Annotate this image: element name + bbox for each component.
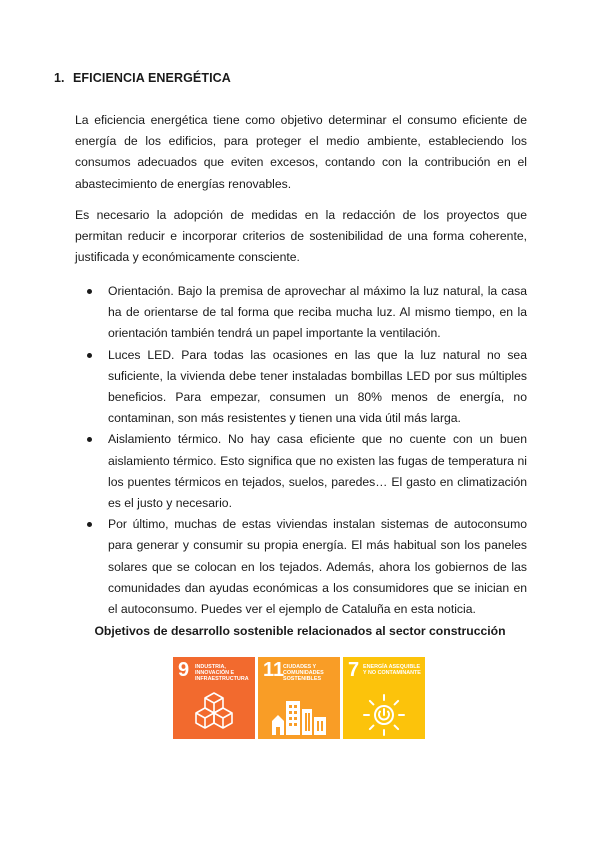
sdg-title: [195, 664, 249, 683]
sdg-caption: Objetivos de desarrollo sostenible relacionados al sector construcción: [94, 624, 506, 638]
list-item: [75, 281, 527, 345]
sdg-title-line: ENERGÍA ASEQUIBLE: [363, 664, 421, 670]
sdg-title-line: COMUNIDADES: [283, 670, 324, 677]
bullet-icon: [87, 353, 92, 358]
bullet-icon: [87, 289, 92, 294]
list-item-text: Luces LED. Para todas las ocasiones en las que la luz natural no sea suficiente, la vivienda debe tener instaladas bombillas LED por sus múltiples beneficios. Para empezar, consumen un 80% menos de energía, no contaminan, son más resistentes y tienen una vida útil más larga.: [108, 347, 527, 426]
sdg-number: 9: [178, 659, 190, 681]
sdg-title-line: SOSTENIBLES: [283, 676, 322, 683]
measures-paragraph: Es necesario la adopción de medidas en la redacción de los proyectos que permitan reducir e incorporar criterios de sostenibilidad de una forma coherente, justificada y económicamente consciente.: [75, 208, 527, 265]
list-item-text: Por último, muchas de estas viviendas instalan sistemas de autoconsumo para generar y consumir su propia energía. El más habitual son los paneles solares que se colocan en los tejados. Además, ahora los gobiernos de las comunidades dan ayudas económicas a los consumidores que se inician en el autoconsumo. Puedes ver el ejemplo de Cataluña en esta noticia.: [108, 517, 527, 617]
section-heading: [54, 71, 231, 85]
sdg-7-tile: [343, 657, 425, 739]
sdg-number: 11: [263, 659, 285, 681]
list-item-text: Orientación. Bajo la premisa de aprovechar al máximo la luz natural, la casa ha de orientarse de tal forma que reciba mucha luz. Al mismo tiempo, en la orientación también tendrá un papel importante la ventilación.: [108, 284, 527, 341]
sdg-title-line: INNOVACIÓN E: [195, 670, 235, 677]
list-item: [75, 514, 527, 620]
sdg-11-tile: [258, 657, 340, 739]
sdg-title: [363, 664, 421, 676]
list-item: [75, 429, 527, 514]
sdg-icon-row: [173, 657, 425, 739]
intro-paragraph: La eficiencia energética tiene como objetivo determinar el consumo eficiente de energía de los edificios, para proteger el medio ambiente, estableciendo los consumos adecuados que eviten excesos, contando con la contribución en el abastecimiento de energías renovables.: [75, 113, 527, 191]
sdg-title: [283, 664, 324, 683]
section-title: EFICIENCIA ENERGÉTICA: [73, 71, 231, 85]
sdg-title-line: INFRAESTRUCTURA: [195, 676, 249, 683]
sdg-9-tile: [173, 657, 255, 739]
bullet-icon: [87, 437, 92, 442]
list-item-text: Aislamiento térmico. No hay casa eficiente que no cuente con un buen aislamiento térmico. Esto significa que no existen las fugas de temperatura ni los puentes térmicos en tejados, suelos, paredes… El gasto en climatización es el justo y necesario.: [108, 432, 527, 511]
section-number: 1.: [54, 71, 65, 85]
bullet-list: [75, 281, 527, 620]
sdg-title-line: Y NO CONTAMINANTE: [363, 670, 421, 677]
list-item: [75, 345, 527, 430]
bullet-icon: [87, 522, 92, 527]
sdg-title-line: INDUSTRIA,: [195, 664, 226, 670]
sdg-title-line: CIUDADES Y: [283, 664, 317, 670]
sdg-number: 7: [348, 659, 360, 681]
